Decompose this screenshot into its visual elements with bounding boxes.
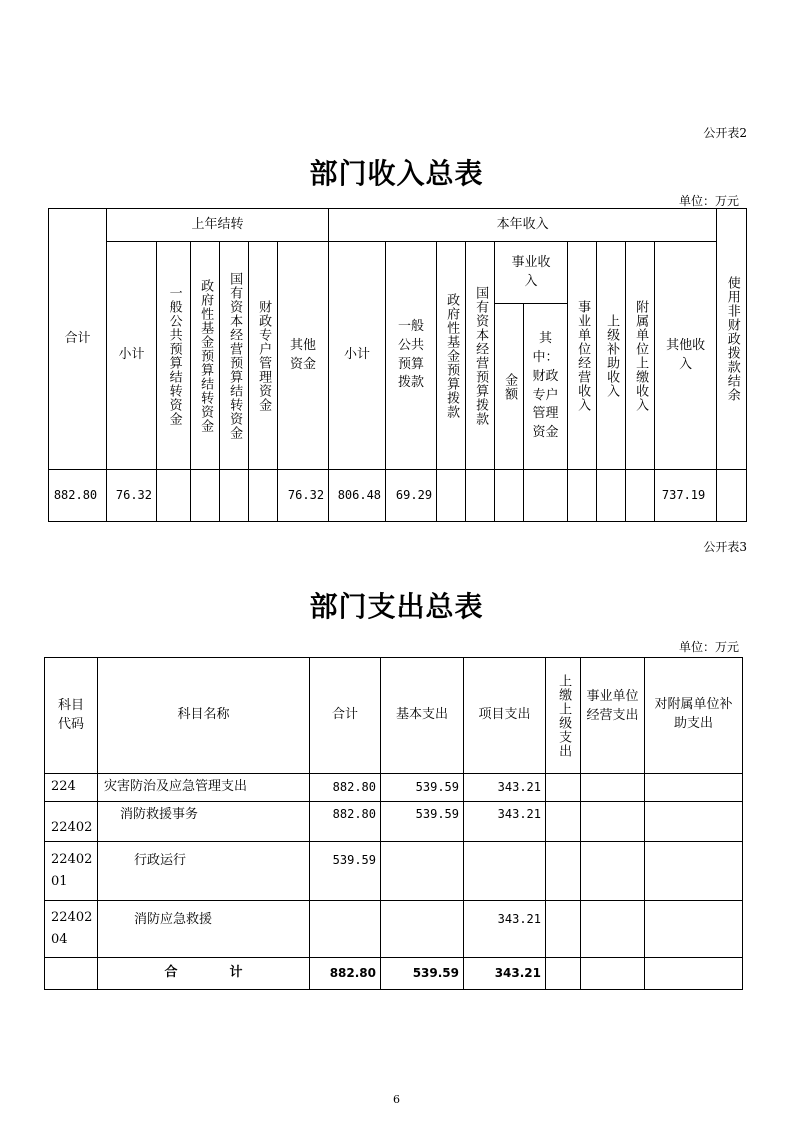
income-header-curr-state-capital-text: 国有资本经营预算拨款 [473,285,489,426]
expense-row-basic: 539.59 [381,774,464,802]
expense-row-subsidy [645,802,743,842]
income-header-curr-superior [597,242,626,470]
expense-row-224 [45,774,743,802]
expense-header-basic: 基本支出 [381,658,464,774]
expense-row-project [464,842,546,901]
page-number: 6 [393,1093,400,1106]
income-header-prev-state-capital-text: 国有资本经营预算结转资金 [227,271,243,440]
income-header-prev: 上年结转 [107,209,329,242]
income-header-curr: 本年收入 [329,209,717,242]
income-cell-total: 882.80 [49,470,107,522]
expense-row-subsidy [645,774,743,802]
expense-header-remit-text: 上缴上级支出 [556,673,572,758]
income-header-curr-superior-text: 上级补助收入 [604,313,620,398]
income-header-prev-general-text: 一般公共预算结转资金 [166,285,182,426]
expense-row-project: 343.21 [464,901,546,958]
expense-sum-subsidy [645,958,743,990]
expense-sum-total: 882.80 [310,958,381,990]
expense-row-total: 539.59 [310,842,381,901]
income-cell-prev-special [249,470,278,522]
income-header-curr-business: 事业收入 [495,242,568,304]
income-header-curr-operating-text: 事业单位经营收入 [575,299,591,412]
income-table [48,208,747,522]
expense-row-operating [581,901,645,958]
income-header-curr-business-amount [495,304,524,470]
income-cell-curr-operating [568,470,597,522]
expense-row-name: 消防应急救援 [98,901,310,958]
income-cell-prev-subtotal: 76.32 [107,470,157,522]
expense-row-name: 行政运行 [98,842,310,901]
income-header-curr-business-amount-text: 金额 [502,372,518,401]
expense-table [44,657,743,990]
income-header-curr-other: 其他收入 [655,242,717,470]
expense-row-basic: 539.59 [381,802,464,842]
expense-header-subsidy [645,658,743,774]
income-header-prev-general [157,242,191,470]
expense-row-project: 343.21 [464,774,546,802]
income-header-curr-affiliated-text: 附属单位上缴收入 [633,299,649,412]
income-cell-curr-business-special [524,470,568,522]
expense-row-total [310,901,381,958]
income-header-curr-gov-fund [437,242,466,470]
income-cell-curr-general: 69.29 [386,470,437,522]
expense-row-code: 224 [45,774,98,802]
expense-sum-label: 合 计 [98,958,310,990]
income-header-curr-gov-fund-text: 政府性基金预算拨款 [444,292,460,419]
expense-unit-label: 单位：万元 [678,640,739,654]
income-cell-curr-state-capital [466,470,495,522]
expense-row-22402 [45,802,743,842]
expense-row-subsidy [645,842,743,901]
expense-header-operating-text: 事业单位经营支出 [586,689,639,723]
income-header-curr-subtotal: 小计 [329,242,386,470]
expense-row-remit [546,842,581,901]
expense-header-code [45,658,98,774]
expense-table-tag: 公开表3 [703,540,747,554]
expense-table-title: 部门支出总表 [309,590,484,623]
expense-header-operating [581,658,645,774]
income-cell-curr-subtotal: 806.48 [329,470,386,522]
expense-header-code-text: 科目代码 [57,697,84,732]
expense-row-code: 22402 04 [45,901,98,958]
income-header-prev-subtotal: 小计 [107,242,157,470]
income-header-prev-special [249,242,278,470]
expense-row-name: 灾害防治及应急管理支出 [98,774,310,802]
expense-header-name: 科目名称 [98,658,310,774]
expense-sum-row [45,958,743,990]
expense-row-project: 343.21 [464,802,546,842]
expense-sum-remit [546,958,581,990]
expense-header-project: 项目支出 [464,658,546,774]
expense-row-code: 22402 [45,802,98,842]
income-header-prev-gov-fund-text: 政府性基金预算结转资金 [198,278,214,433]
expense-row-remit [546,802,581,842]
income-cell-curr-superior [597,470,626,522]
income-header-prev-special-text: 财政专户管理资金 [256,299,272,412]
income-cell-curr-affiliated [626,470,655,522]
income-table-title: 部门收入总表 [309,157,484,190]
expense-row-basic [381,842,464,901]
income-header-curr-affiliated [626,242,655,470]
income-cell-curr-gov-fund [437,470,466,522]
income-unit-label: 单位：万元 [678,194,739,208]
income-cell-prev-other: 76.32 [278,470,329,522]
income-header-prev-state-capital [220,242,249,470]
income-header-non-fiscal [717,209,747,470]
expense-row-remit [546,901,581,958]
expense-header-subsidy-text: 对附属单位补助支出 [654,697,733,731]
income-table-tag: 公开表2 [703,126,747,140]
expense-sum-project: 343.21 [464,958,546,990]
expense-header-total: 合计 [310,658,381,774]
expense-row-operating [581,842,645,901]
income-cell-prev-state-capital [220,470,249,522]
income-header-curr-operating [568,242,597,470]
expense-row-operating [581,802,645,842]
expense-row-subsidy [645,901,743,958]
expense-row-code: 22402 01 [45,842,98,901]
expense-sum-code [45,958,98,990]
income-cell-prev-general [157,470,191,522]
income-cell-curr-business-amount [495,470,524,522]
expense-sum-basic: 539.59 [381,958,464,990]
expense-header-remit [546,658,581,774]
expense-row-2240201 [45,842,743,901]
income-header-curr-business-special: 其中：财政专户管理资金 [524,304,568,470]
expense-sum-operating [581,958,645,990]
expense-row-basic [381,901,464,958]
expense-row-operating [581,774,645,802]
income-cell-non-fiscal [717,470,747,522]
income-cell-curr-other: 737.19 [655,470,717,522]
income-header-curr-general: 一般公共预算拨款 [386,242,437,470]
expense-row-total: 882.80 [310,774,381,802]
income-header-prev-gov-fund [191,242,220,470]
income-header-prev-other: 其他资金 [278,242,329,470]
income-cell-prev-gov-fund [191,470,220,522]
expense-row-name: 消防救援事务 [98,802,310,842]
income-header-curr-state-capital [466,242,495,470]
income-data-row [49,470,747,522]
expense-row-total: 882.80 [310,802,381,842]
income-header-non-fiscal-text: 使用非财政拨款结余 [724,276,740,402]
expense-row-remit [546,774,581,802]
income-header-total: 合计 [49,209,107,470]
expense-row-2240204 [45,901,743,958]
